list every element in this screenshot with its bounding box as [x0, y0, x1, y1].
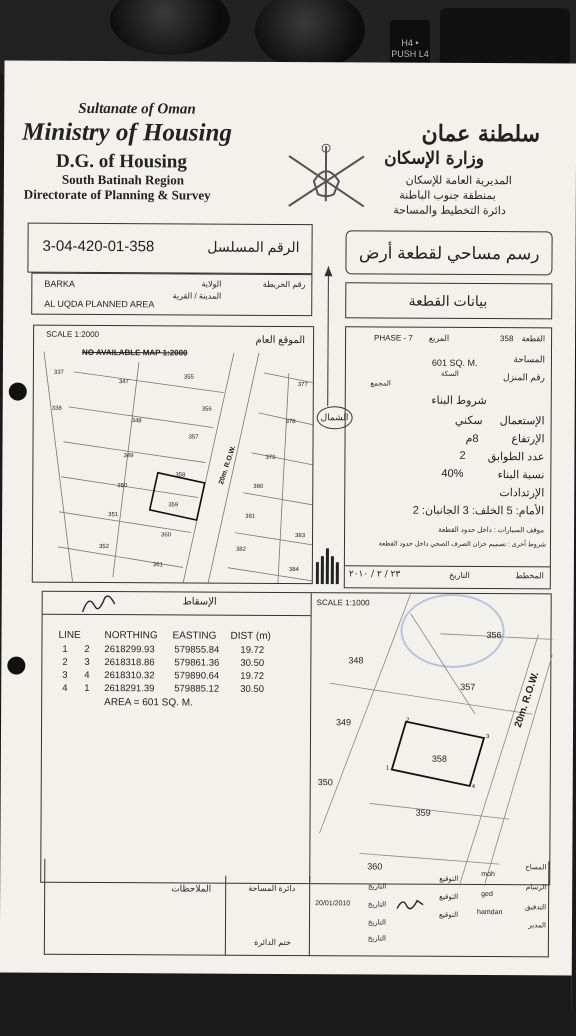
- north-label: الشمال: [317, 406, 353, 429]
- plot-label: 357: [189, 434, 199, 440]
- role-surveyor: المساح: [525, 863, 546, 871]
- plot-label: 384: [289, 567, 299, 573]
- plot-label: 377: [298, 382, 308, 388]
- plot-label: 355: [184, 374, 194, 380]
- date-label: التاريخ: [449, 571, 470, 580]
- building-conditions: شروط البناء: [431, 394, 486, 407]
- footer-date: 20/01/2010: [315, 900, 350, 907]
- signature-icon: [79, 592, 119, 616]
- phase-value: PHASE - 7: [374, 333, 413, 342]
- plot-label: 347: [119, 379, 129, 385]
- ratio-label: نسبة البناء: [498, 468, 545, 481]
- plot-label: 359: [168, 502, 178, 508]
- date-label: التاريخ: [368, 918, 386, 926]
- setbacks-value: الأمام: 5 الخلف: 3 الجانبان: 2: [413, 504, 545, 518]
- dg-label: D.G. of Housing: [56, 151, 187, 174]
- row-dist: 30.50: [240, 658, 264, 669]
- setbacks-label: الإرتدادات: [499, 486, 544, 499]
- row-dist: 19.72: [240, 671, 264, 682]
- notes-panel: [45, 875, 226, 956]
- projection-box: [40, 591, 552, 886]
- plot-label: 380: [253, 484, 263, 490]
- detail-plot-label: 360: [367, 861, 382, 871]
- detail-plot-label: 359: [416, 808, 431, 818]
- general-map: [32, 325, 314, 584]
- plot-label: 381: [245, 514, 255, 520]
- row-dist: 30.50: [240, 684, 264, 695]
- general-scale: SCALE 1:2000: [46, 330, 99, 339]
- planner-label: المخطط: [515, 571, 544, 580]
- doc-title: رسم مساحي لقطعة أرض: [359, 243, 540, 264]
- date-label: التاريخ: [368, 882, 386, 890]
- detail-row-label: 20m. R.O.W.: [513, 671, 542, 729]
- name-surveyor: moh: [481, 871, 495, 878]
- wilayat-label: الولاية: [201, 280, 221, 289]
- plot-details-box: [344, 326, 552, 589]
- col-dist: DIST (m): [230, 631, 270, 642]
- signature-icon: [395, 895, 425, 913]
- punch-hole: [7, 657, 25, 675]
- house-no-label: رقم المنزل: [503, 372, 545, 383]
- corner-label: 4: [472, 784, 475, 790]
- scale-bar-icon: [316, 548, 342, 584]
- survey-document: [0, 61, 576, 1026]
- parking-note: موقف السيارات : داخل حدود القطعة: [438, 526, 544, 535]
- sign-label: التوقيع: [439, 893, 458, 901]
- plot-label: 382: [236, 547, 246, 553]
- general-row-label: 20m. R.O.W.: [218, 445, 237, 486]
- row-northing: 2618299.93: [104, 644, 154, 655]
- date-label: التاريخ: [368, 900, 386, 908]
- plot-label: 337: [54, 370, 64, 376]
- notes-label: الملاحظات: [171, 883, 211, 894]
- plot-label: 356: [202, 407, 212, 413]
- circle-stamp-label: ختم الدائرة: [254, 938, 291, 947]
- area-label: المساحة: [513, 354, 545, 365]
- row-to: 2: [84, 644, 89, 655]
- directorate-label: Directorate of Planning & Survey: [24, 187, 211, 204]
- oman-emblem-icon: [284, 136, 369, 216]
- area-value: AL UQDA PLANNED AREA: [44, 299, 154, 310]
- plot-label: 350: [117, 483, 127, 489]
- detail-plot-label: 357: [460, 682, 475, 692]
- plot-data-title: بيانات القطعة: [409, 293, 488, 310]
- detail-plot-label: 358: [432, 754, 447, 764]
- stamp-panel: [225, 876, 310, 956]
- village-label: المدينة / القرية: [173, 291, 222, 300]
- plot-label: 378: [286, 419, 296, 425]
- general-map-drawing: [33, 352, 314, 584]
- sultanate-label: Sultanate of Oman: [78, 101, 196, 119]
- row-from: 1: [62, 644, 67, 655]
- area-value: 601 SQ. M.: [432, 358, 478, 368]
- ministry-label: Ministry of Housing: [22, 119, 232, 148]
- row-easting: 579885.12: [174, 683, 219, 694]
- plot-no: 358: [500, 334, 513, 343]
- height-label: الإرتفاع: [511, 432, 544, 445]
- wilayat-value: BARKA: [44, 279, 75, 289]
- corner-label: 3: [486, 734, 489, 740]
- dashboard-knob: [255, 0, 365, 70]
- row-northing: 2618318.86: [104, 657, 154, 668]
- area-total: AREA = 601 SQ. M.: [104, 697, 193, 708]
- other-conditions: شروط أخرى : تصميم خزان الصرف الصحي داخل حدود القطعة: [350, 539, 546, 548]
- projection-label: الإسقاط: [182, 596, 216, 607]
- serial-number: 3-04-420-01-358: [43, 238, 155, 256]
- detail-map: [309, 593, 553, 886]
- use-value: سكني: [455, 414, 483, 427]
- divider: [345, 565, 550, 567]
- row-to: 4: [84, 670, 89, 681]
- table-surface: [0, 972, 572, 1035]
- role-checker: التدقيق: [525, 903, 546, 911]
- sign-label: التوقيع: [439, 875, 458, 883]
- survey-stamp-label: دائرة المساحة: [248, 884, 295, 893]
- signatures-panel: [309, 860, 550, 957]
- ar-line3: دائرة التخطيط والمساحة: [393, 204, 506, 218]
- north-arrow-icon: [323, 266, 334, 406]
- circle-stamp-icon: [400, 594, 504, 669]
- serial-label: الرقم المسلسل: [207, 239, 299, 256]
- use-label: الإستعمال: [500, 414, 545, 427]
- detail-plot-label: 350: [318, 777, 333, 787]
- role-draftsman: الرسام: [526, 883, 546, 891]
- corner-label: 1: [386, 766, 389, 772]
- location-box: [31, 273, 312, 316]
- sign-label: التوقيع: [439, 911, 458, 919]
- map-label: رقم الخريطة: [263, 280, 306, 289]
- punch-hole: [9, 383, 27, 401]
- plot-label: 348: [132, 418, 142, 424]
- floors-value: 2: [459, 450, 465, 462]
- plot-label: 351: [108, 512, 118, 518]
- serial-box: [27, 223, 312, 274]
- general-map-label: الموقع العام: [255, 335, 305, 346]
- date-value: ٢٣ / ٢ / ٢٠١٠: [349, 569, 400, 579]
- ar-line2: بمنطقة جنوب الباطنة: [399, 189, 496, 203]
- col-line: LINE: [58, 630, 80, 641]
- row-northing: 2618291.39: [104, 683, 154, 694]
- plot-label: 361: [153, 562, 163, 568]
- plot-data-title-box: [345, 282, 552, 319]
- date-label: التاريخ: [368, 934, 386, 942]
- row-easting: 579890.64: [174, 670, 219, 681]
- row-to: 1: [84, 683, 89, 694]
- detail-plot-label: 348: [348, 655, 363, 665]
- col-easting: EASTING: [172, 630, 216, 641]
- role-director: المدير: [528, 921, 546, 929]
- complex-label: المجمع: [370, 379, 390, 387]
- plot-label: 358: [175, 472, 185, 478]
- ar-sultanate: سلطنة عمان: [422, 121, 541, 148]
- corner-label: 2: [406, 718, 409, 724]
- dashboard-knob: [110, 0, 230, 55]
- col-northing: NORTHING: [104, 630, 157, 641]
- ratio-value: 40%: [441, 468, 463, 480]
- plot-label: 360: [161, 532, 171, 538]
- row-to: 3: [84, 657, 89, 668]
- detail-scale: SCALE 1:1000: [317, 598, 370, 607]
- street-label: السكة: [441, 370, 459, 378]
- row-from: 4: [62, 683, 67, 694]
- name-draftsman: ged: [481, 891, 493, 898]
- dashboard-buttons: [440, 8, 570, 68]
- name-checker: hamdan: [477, 909, 502, 916]
- plot-label: 379: [265, 455, 275, 461]
- plot-label: 352: [99, 544, 109, 550]
- row-easting: 579855.84: [174, 644, 219, 655]
- detail-plot-label: 356: [486, 630, 501, 640]
- row-from: 3: [62, 670, 67, 681]
- plot-label-field: القطعة: [522, 334, 545, 343]
- title-box: [345, 230, 552, 275]
- plot-label: 349: [123, 453, 133, 459]
- floors-label: عدد الطوابق: [488, 450, 545, 463]
- coordinates-panel: [41, 592, 312, 883]
- plot-label: 338: [52, 406, 62, 412]
- no-map-note: NO AVAILABLE MAP 1:2000: [82, 348, 188, 358]
- row-northing: 2618310.32: [104, 670, 154, 681]
- detail-plot-label: 349: [336, 717, 351, 727]
- ar-line1: المديرية العامة للإسكان: [406, 174, 512, 188]
- plot-label: 383: [295, 533, 305, 539]
- drive-mode-switch: H4 • PUSH L4: [390, 20, 430, 75]
- ar-ministry: وزارة الإسكان: [384, 148, 484, 169]
- footer-box: [44, 859, 549, 958]
- square-label: المربع: [429, 334, 449, 343]
- row-from: 2: [62, 657, 67, 668]
- row-dist: 19.72: [240, 645, 264, 656]
- height-value: 8م: [466, 432, 479, 445]
- row-easting: 579861.36: [174, 657, 219, 668]
- region-label: South Batinah Region: [62, 172, 184, 189]
